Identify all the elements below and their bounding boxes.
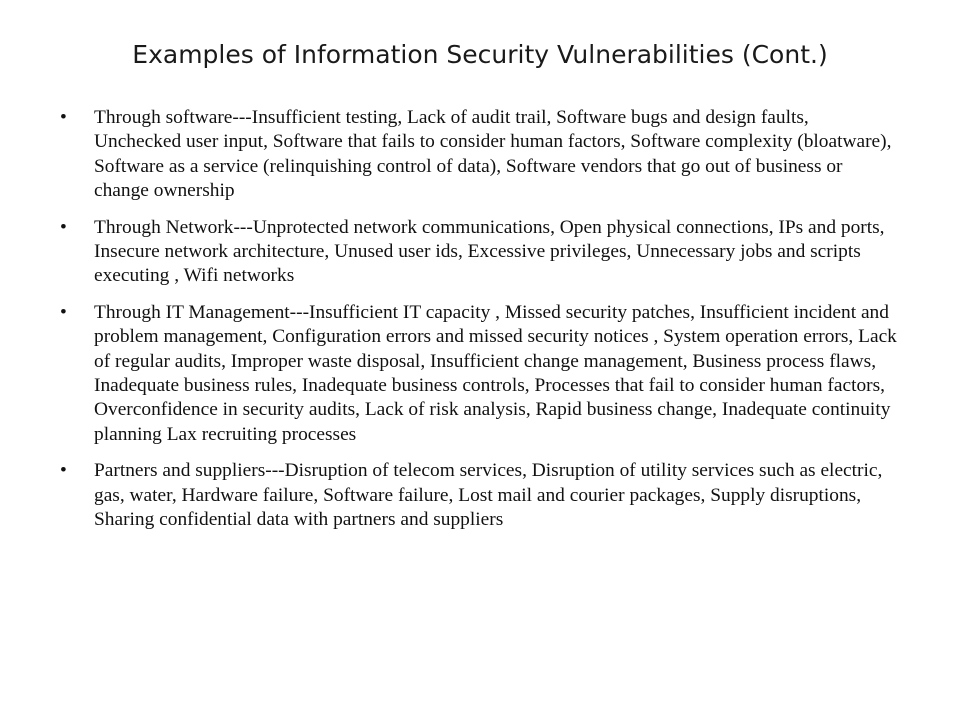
bullet-text: Through Network---Unprotected network communications, Open physical connections, IPs and ports, Insecure network architecture, Unused user ids, Excessive privileges, Unnecessary jobs and scripts executing , Wifi networks bbox=[94, 216, 885, 287]
bullet-dot-icon: • bbox=[60, 301, 67, 323]
bullet-text: Through software---Insufficient testing, Lack of audit trail, Software bugs and design faults, Unchecked user input, Software that fails to consider human factors, Software complexity (bloatware), Software as a service (relinquishing control of data), Software vendors that go out of business or change ownership bbox=[94, 107, 892, 202]
bullet-text: Partners and suppliers---Disruption of telecom services, Disruption of utility services such as electric, gas, water, Hardware failure, Software failure, Lost mail and courier packages, Supply disruptions, Sharing confidential data with partners and suppliers bbox=[94, 460, 883, 531]
bullet-item-partners bbox=[58, 459, 900, 532]
bullet-item-network bbox=[58, 216, 900, 289]
bullet-dot-icon: • bbox=[60, 460, 67, 482]
slide-title: Examples of Information Security Vulnerabilities (Cont.) bbox=[132, 40, 828, 69]
bullet-dot-icon: • bbox=[60, 216, 67, 238]
bullet-item-it-management bbox=[58, 301, 900, 447]
bullet-dot-icon: • bbox=[60, 107, 67, 128]
bullet-list bbox=[58, 106, 900, 545]
bullet-text: Through IT Management---Insufficient IT capacity , Missed security patches, Insufficient incident and problem management, Configuration errors and missed security notices , System operation errors, Lack of regular audits, Improper waste disposal, Insufficient change management, Business process flaws, Inadequate business rules, Inadequate business controls, Processes that fail to consider human factors, Overconfidence in security audits, Lack of risk analysis, Rapid business change, Inadequate continuity planning Lax recruiting processes bbox=[94, 301, 897, 445]
bullet-item-software bbox=[58, 106, 900, 204]
